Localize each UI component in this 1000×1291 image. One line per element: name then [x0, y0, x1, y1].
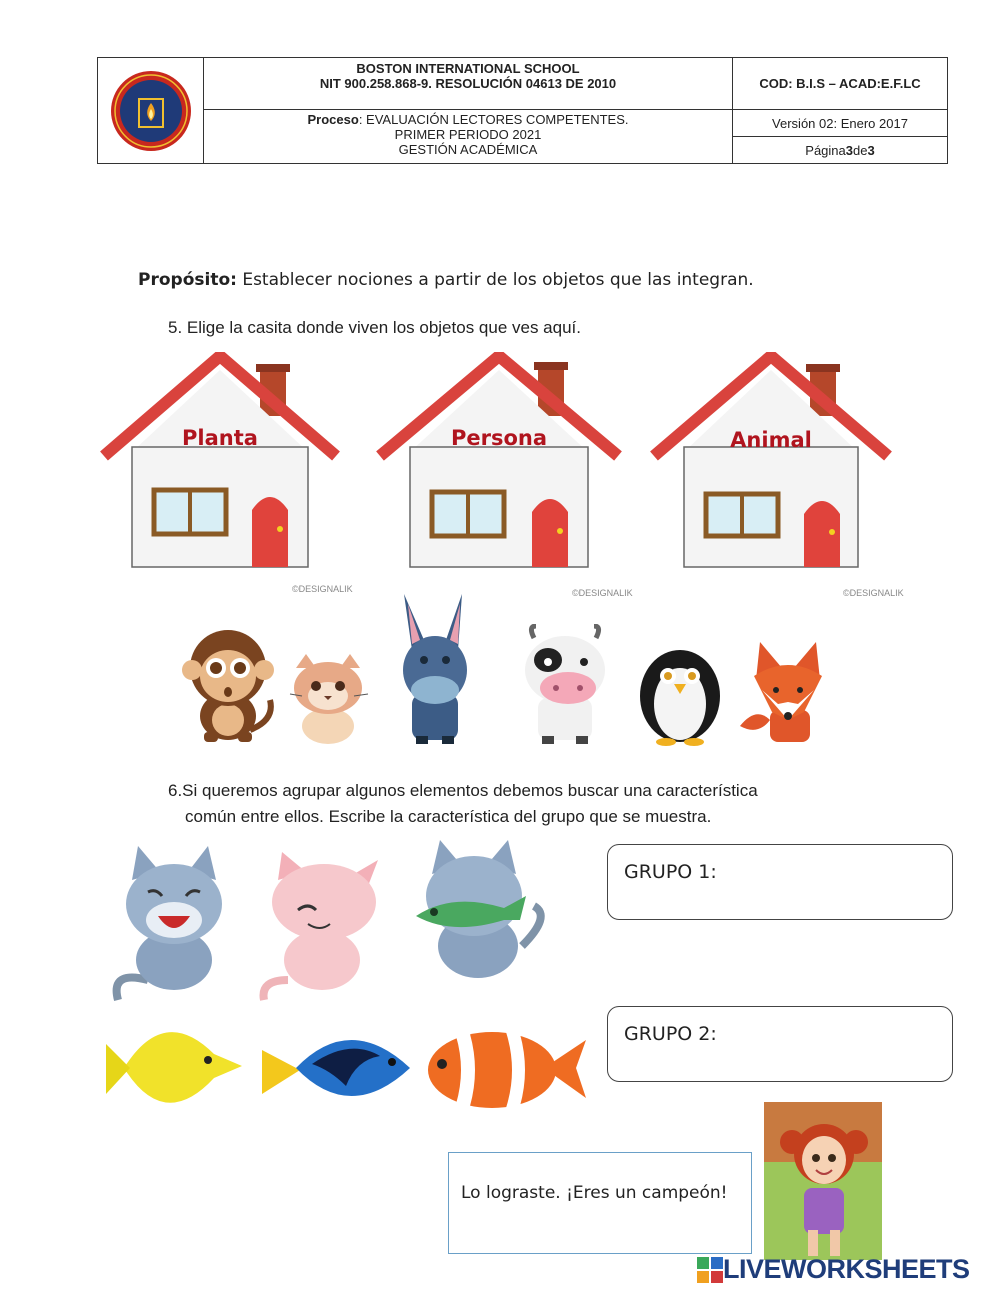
school-name: BOSTON INTERNATIONAL SCHOOL: [356, 61, 580, 76]
liveworksheets-text: LIVEWORKSHEETS: [723, 1254, 970, 1284]
house-label-animal: Animal: [730, 428, 812, 452]
credit-3: ©DESIGNALIK: [843, 588, 904, 598]
house-animal[interactable]: [650, 352, 892, 572]
page-cell: [733, 137, 947, 163]
fox-icon[interactable]: [736, 640, 840, 746]
page-total: 3: [867, 142, 875, 158]
house-persona[interactable]: [376, 352, 622, 572]
school-logo-icon: [109, 69, 193, 153]
process-value: : EVALUACIÓN LECTORES COMPETENTES.: [358, 112, 629, 127]
page-number: 3: [845, 142, 853, 158]
cat-icon[interactable]: [288, 650, 374, 746]
period-text: PRIMER PERIODO 2021: [394, 127, 542, 142]
blue-tang-fish-icon: [260, 1020, 412, 1114]
process-label: Proceso: [307, 112, 359, 127]
purpose-label: Propósito:: [138, 270, 237, 290]
school-info: [204, 58, 733, 110]
management-text: GESTIÓN ACADÉMICA: [398, 142, 538, 157]
code-cell: COD: B.I.S – ACAD:E.F.LC: [733, 58, 947, 110]
house-label-planta: Planta: [182, 426, 258, 450]
credit-1: ©DESIGNALIK: [292, 584, 353, 594]
donkey-icon[interactable]: [398, 590, 472, 746]
cow-icon[interactable]: [518, 624, 612, 746]
question-6: [168, 778, 868, 830]
penguin-icon[interactable]: [632, 636, 728, 746]
document-header: [97, 57, 948, 164]
bubble-text: Lo lograste. ¡Eres un campeón!: [461, 1183, 728, 1203]
group-1-input[interactable]: [718, 859, 942, 887]
group-2-label: GRUPO 2:: [624, 1023, 717, 1045]
clownfish-icon: [426, 1020, 590, 1118]
school-nit: NIT 900.258.868-9. RESOLUCIÓN 04613 DE 2010: [319, 76, 617, 91]
monkey-icon[interactable]: [180, 620, 280, 746]
house-label-persona: Persona: [450, 426, 548, 450]
group-1-label: GRUPO 1:: [624, 861, 717, 883]
question-5: 5. Elige la casita donde viven los objetos que ves aquí.: [168, 318, 581, 337]
page-prefix: Página: [805, 142, 846, 158]
liveworksheets-brand: [697, 1254, 970, 1285]
question-6-line2: común entre ellos. Escribe la característica del grupo que se muestra.: [185, 807, 712, 826]
page-mid: de: [853, 142, 868, 158]
house-planta[interactable]: [100, 352, 340, 572]
purpose-line: [138, 270, 754, 290]
yellow-fish-icon: [104, 1014, 244, 1122]
liveworksheets-logo-icon: [697, 1257, 723, 1283]
version-cell: Versión 02: Enero 2017: [733, 110, 947, 137]
purpose-text: Establecer nociones a partir de los objetos que las integran.: [236, 270, 754, 290]
question-6-line1: 6.Si queremos agrupar algunos elementos debemos buscar una característica: [168, 781, 758, 800]
cat-pink-icon: [258, 850, 390, 1004]
credit-2: ©DESIGNALIK: [572, 588, 633, 598]
speech-bubble: [448, 1152, 752, 1254]
girl-icon: [764, 1102, 882, 1260]
logo-cell: [98, 58, 204, 163]
cat-crying-icon: [108, 840, 234, 1004]
group-2-input[interactable]: [718, 1021, 942, 1049]
group-1-box: [607, 844, 953, 920]
process-info: [204, 110, 733, 163]
cat-fish-icon: [412, 836, 552, 984]
group-2-box: [607, 1006, 953, 1082]
